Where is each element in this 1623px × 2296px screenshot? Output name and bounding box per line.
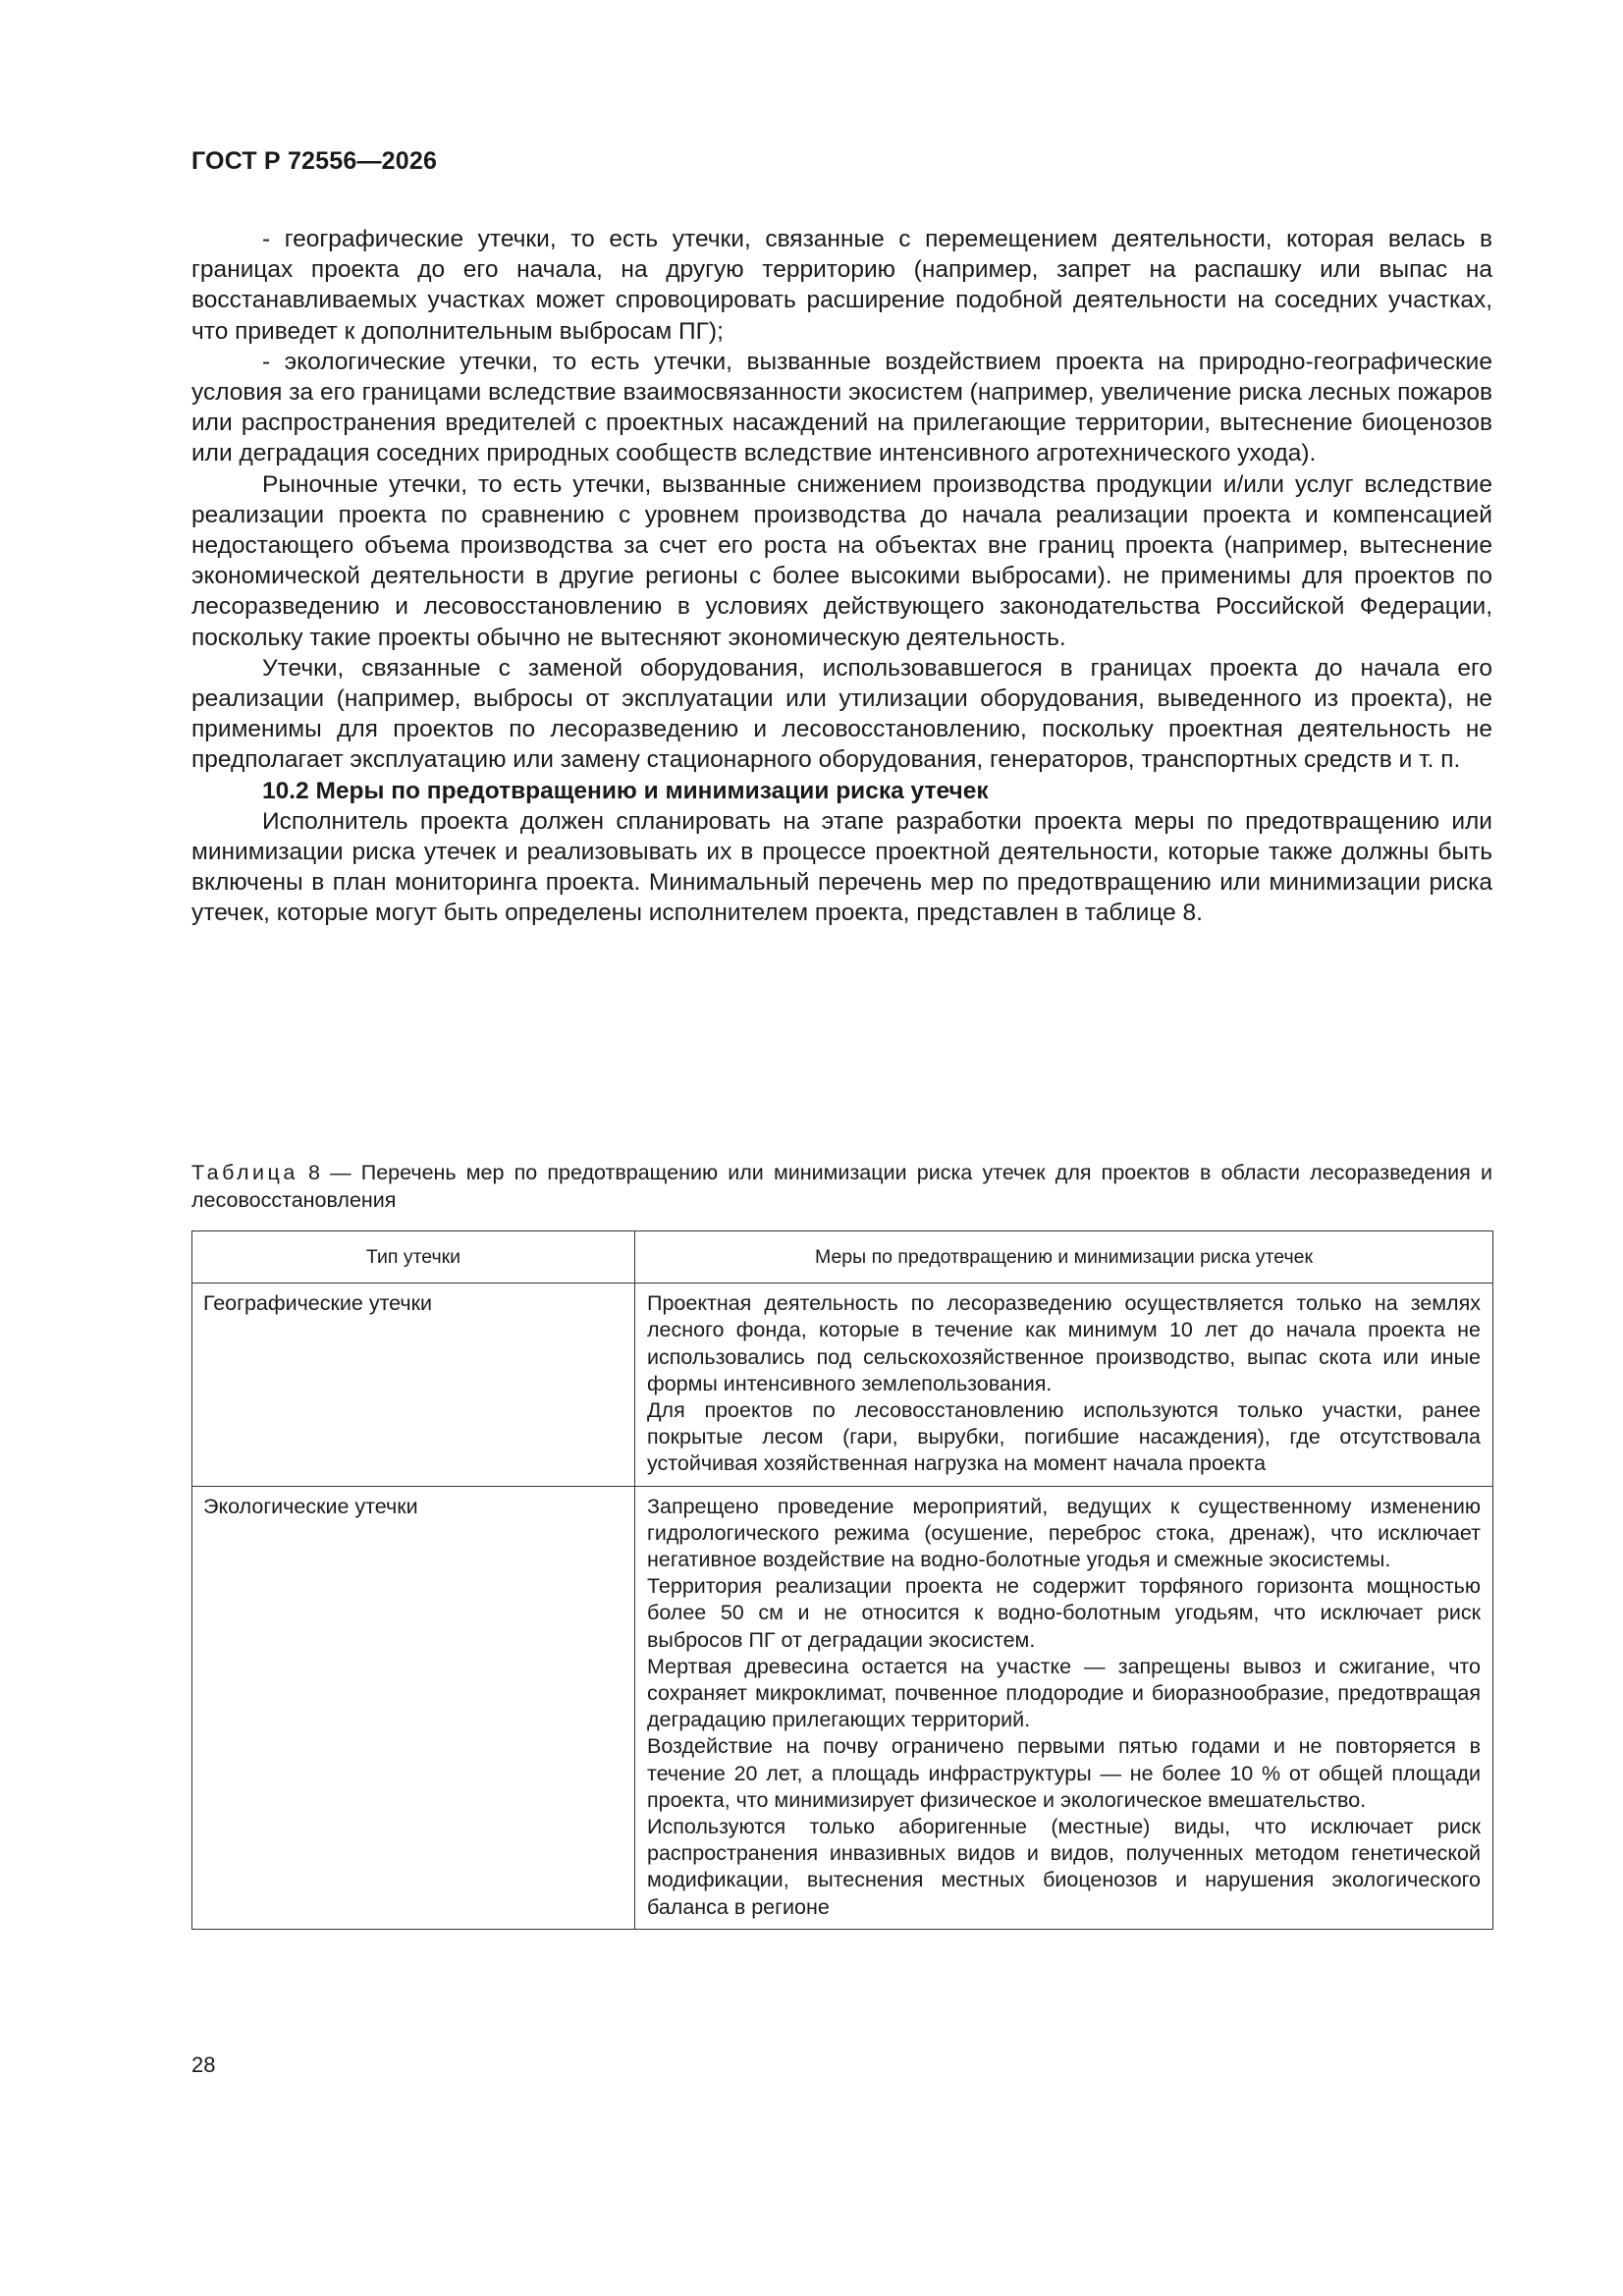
- measures-cell: [635, 1284, 1493, 1486]
- leakage-type-cell: Географические утечки: [192, 1284, 635, 1486]
- leakage-type-cell: Экологические утечки: [192, 1486, 635, 1929]
- measure-text: Воздействие на почву ограничено первыми пятью годами и не повторяется в течение 20 лет, а площадь инфраструктуры — не более 10 % от общей площади проекта, что минимизирует физическое и экологическое вмешательство.: [647, 1734, 1481, 1812]
- measure-text: Для проектов по лесовосстановлению используются только участки, ранее покрытые лесом (гари, вырубки, погибшие насаждения), где отсутствовала устойчивая хозяйственная нагрузка на момент начала проекта: [647, 1398, 1481, 1476]
- paragraph-ecological-leakage: - экологические утечки, то есть утечки, вызванные воздействием проекта на природно-географические условия за его границами вследствие взаимосвязанности экосистем (например, увеличение риска лесных пожаров или распространения вредителей с проектных насаждений на прилегающие территории, вытеснение биоценозов или деградация соседних природных сообществ вследствие интенсивного агротехнического ухода).: [191, 348, 1492, 467]
- body-text: [191, 224, 1492, 929]
- measure-text: Мертвая древесина остается на участке — запрещены вывоз и сжигание, что сохраняет микроклимат, почвенное плодородие и биоразнообразие, предотвращая деградацию прилегающих территорий.: [647, 1654, 1481, 1732]
- measure-text: Территория реализации проекта не содержит торфяного горизонта мощностью более 50 см и не относится к водно-болотным угодьям, что исключает риск выбросов ПГ от деградации экосистем.: [647, 1574, 1481, 1652]
- table-caption: [191, 1159, 1492, 1214]
- section-heading: 10.2 Меры по предотвращению и минимизации риска утечек: [262, 777, 989, 804]
- table-caption-text: 8 — Перечень мер по предотвращению или минимизации риска утечек для проектов в области лесоразведения и лесовосстановления: [191, 1161, 1492, 1212]
- table-row: [192, 1486, 1493, 1929]
- measure-text: Проектная деятельность по лесоразведению осуществляется только на землях лесного фонда, которые в течение как минимум 10 лет до начала проекта не использовались под сельскохозяйственное производство, выпас скота или иные формы интенсивного землепользования.: [647, 1291, 1481, 1395]
- measures-cell: [635, 1486, 1493, 1929]
- column-header-measures: Меры по предотвращению и минимизации риска утечек: [635, 1231, 1493, 1284]
- table-row: [192, 1284, 1493, 1486]
- paragraph-market-leakage: Рыночные утечки, то есть утечки, вызванные снижением производства продукции и/или услуг вследствие реализации проекта по сравнению с уровнем производства до начала реализации проекта и компенсацией недостающего объема производства за счет его роста на объектах вне границ проекта (например, вытеснение экономической деятельности в другие регионы с более высокими выбросами). не применимы для проектов по лесоразведению и лесовосстановлению в условиях действующего законодательства Российской Федерации, поскольку такие проекты обычно не вытесняют экономическую деятельность.: [191, 470, 1492, 651]
- measure-text: Используются только аборигенные (местные) виды, что исключает риск распространения инвазивных видов и видов, полученных методом генетической модификации, вытеснения местных биоценозов и нарушения экологического баланса в регионе: [647, 1815, 1481, 1919]
- page-number: 28: [191, 2052, 216, 2077]
- column-header-type: Тип утечки: [192, 1231, 635, 1284]
- table-caption-prefix: Таблица: [191, 1161, 298, 1184]
- section-paragraph: Исполнитель проекта должен спланировать на этапе разработки проекта меры по предотвращению или минимизации риска утечек и реализовывать их в процессе проектной деятельности, которые также должны быть включены в план мониторинга проекта. Минимальный перечень мер по предотвращению или минимизации риска утечек, которые могут быть определены исполнителем проекта, представлен в таблице 8.: [191, 807, 1492, 927]
- paragraph-geographic-leakage: - географические утечки, то есть утечки, связанные с перемещением деятельности, которая велась в границах проекта до его начала, на другую территорию (например, запрет на распашку или выпас на восстанавливаемых участках может спровоцировать расширение подобной деятельности на соседних участках, что приведет к дополнительным выбросам ПГ);: [191, 226, 1492, 345]
- table-header-row: [192, 1231, 1493, 1284]
- document-header: ГОСТ Р 72556—2026: [191, 147, 438, 175]
- measure-text: Запрещено проведение мероприятий, ведущих к существенному изменению гидрологического режима (осушение, переброс стока, дренаж), что исключает негативное воздействие на водно-болотные угодья и смежные экосистемы.: [647, 1494, 1481, 1572]
- paragraph-equipment-leakage: Утечки, связанные с заменой оборудования, использовавшегося в границах проекта до начала его реализации (например, выбросы от эксплуатации или утилизации оборудования, выведенного из проекта), не применимы для проектов по лесоразведению и лесовосстановлению, поскольку проектная деятельность не предполагает эксплуатацию или замену стационарного оборудования, генераторов, транспортных средств и т. п.: [191, 654, 1492, 774]
- leakage-measures-table: [191, 1230, 1493, 1930]
